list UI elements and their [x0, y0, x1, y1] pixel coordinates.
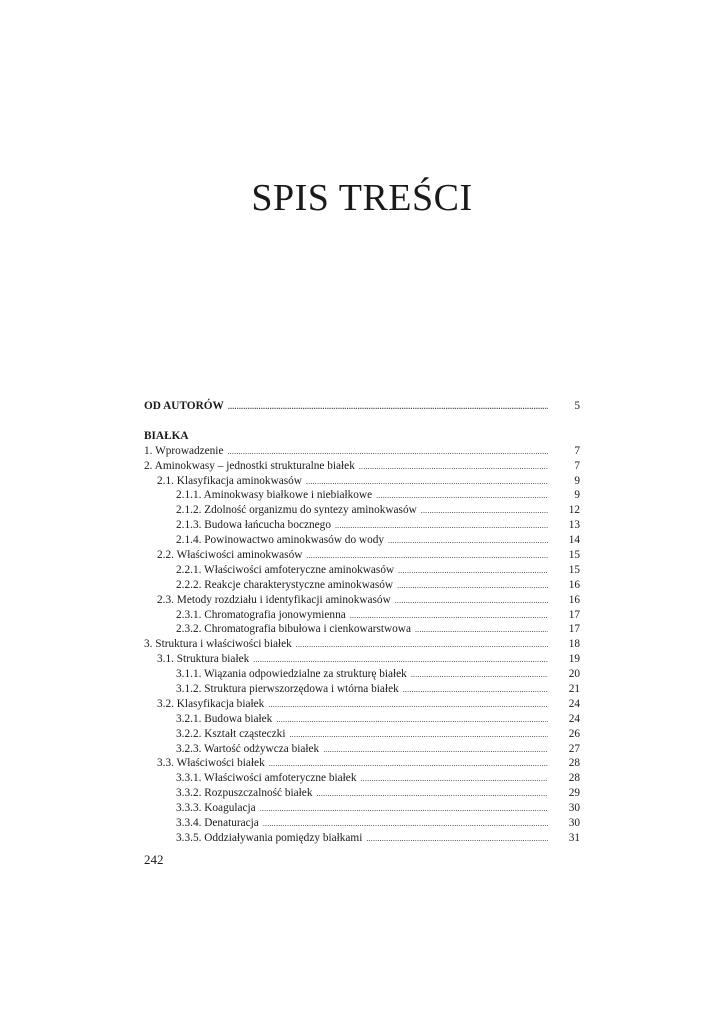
toc-entry-label: 3.3. Właściwości białek [157, 757, 265, 770]
toc-entry [144, 771, 580, 786]
toc-entry-label: 3.3.2. Rozpuszczalność białek [176, 787, 313, 800]
dot-leader [228, 400, 548, 415]
toc-entry [144, 652, 580, 667]
dot-leader [395, 594, 548, 609]
toc-entry-page: 17 [568, 608, 580, 621]
dot-leader [260, 802, 548, 817]
toc-entry [144, 831, 580, 846]
toc-entry-preface [144, 399, 580, 414]
toc-entry-page: 17 [568, 623, 580, 636]
toc-entry-label: 2.1.4. Powinowactwo aminokwasów do wody [176, 534, 385, 547]
toc-entry-page: 19 [568, 653, 580, 666]
dot-leader [306, 549, 548, 564]
toc-entry-page: 30 [568, 802, 580, 815]
toc-entry-label: 3. Struktura i właściwości białek [144, 638, 292, 651]
toc-entry-page: 7 [574, 459, 580, 472]
spacer [144, 414, 580, 429]
toc-entry-page: 20 [568, 668, 580, 681]
toc-entry [144, 444, 580, 459]
toc-entry [144, 682, 580, 697]
toc-entry-label: OD AUTORÓW [144, 400, 224, 412]
toc-entry-page: 27 [568, 742, 580, 755]
dot-leader [388, 534, 548, 549]
toc-entry-label: 3.1.2. Struktura pierwszorzędowa i wtórna białek [176, 683, 399, 696]
toc-entry-label: 2.1. Klasyfikacja aminokwasów [157, 474, 302, 487]
toc-entry [144, 667, 580, 682]
dot-leader [398, 564, 548, 579]
toc-entry [144, 474, 580, 489]
toc-entry-label: 1. Wprowadzenie [144, 444, 224, 457]
dot-leader [397, 579, 548, 594]
toc-entry-page: 12 [568, 504, 580, 517]
dot-leader [335, 519, 548, 534]
toc-entry [144, 801, 580, 816]
toc-entry [144, 593, 580, 608]
dot-leader [366, 832, 548, 847]
dot-leader [316, 787, 548, 802]
toc-entry [144, 712, 580, 727]
toc-entry-page: 28 [568, 757, 580, 770]
toc-entry-page: 9 [574, 489, 580, 502]
toc-entries [144, 444, 580, 846]
dot-leader [289, 728, 548, 743]
toc-entry-label: 3.3.4. Denaturacja [176, 817, 259, 830]
toc-entry [144, 622, 580, 637]
toc-entry-page: 14 [568, 534, 580, 547]
toc-entry-page: 31 [568, 831, 580, 844]
dot-leader [268, 698, 548, 713]
section-heading: BIAŁKA [144, 429, 189, 442]
toc-entry-page: 24 [568, 697, 580, 710]
toc-entry-label: 2.2.1. Właściwości amfoteryczne aminokwasów [176, 563, 395, 576]
toc-entry-label: 2.3.1. Chromatografia jonowymienna [176, 608, 346, 621]
toc-entry-label: 3.1. Struktura białek [157, 653, 250, 666]
toc-entry-page: 15 [568, 563, 580, 576]
toc-entry-page: 5 [574, 400, 580, 412]
toc-entry-page: 30 [568, 817, 580, 830]
dot-leader [403, 683, 548, 698]
toc-entry [144, 697, 580, 712]
toc-entry-page: 13 [568, 519, 580, 532]
toc-entry-label: 3.3.5. Oddziaływania pomiędzy białkami [176, 831, 363, 844]
dot-leader [306, 475, 548, 490]
toc-entry-label: 3.3.1. Właściwości amfoteryczne białek [176, 772, 357, 785]
toc-entry [144, 548, 580, 563]
toc-entry-label: 3.2.2. Kształt cząsteczki [176, 727, 286, 740]
toc-entry-label: 2.1.1. Aminokwasy białkowe i niebiałkowe [176, 489, 373, 502]
toc-entry [144, 816, 580, 831]
toc-entry [144, 608, 580, 623]
toc-entry [144, 578, 580, 593]
toc-entry-page: 9 [574, 474, 580, 487]
toc-entry-page: 16 [568, 593, 580, 606]
toc-entry-page: 28 [568, 772, 580, 785]
dot-leader [263, 817, 548, 832]
dot-leader [376, 489, 548, 504]
toc-entry [144, 563, 580, 578]
toc-entry [144, 488, 580, 503]
dot-leader [411, 668, 548, 683]
toc-entry [144, 459, 580, 474]
toc-entry-page: 18 [568, 638, 580, 651]
dot-leader [323, 743, 548, 758]
table-of-contents [144, 399, 580, 846]
dot-leader [227, 445, 548, 460]
dot-leader [253, 653, 548, 668]
toc-entry-label: 2.3. Metody rozdziału i identyfikacji aminokwasów [157, 593, 391, 606]
dot-leader [360, 772, 548, 787]
toc-entry-label: 2.2. Właściwości aminokwasów [157, 549, 303, 562]
dot-leader [415, 623, 548, 638]
page-title: SPIS TREŚCI [251, 177, 473, 219]
dot-leader [359, 460, 548, 475]
toc-entry [144, 727, 580, 742]
toc-entry-page: 21 [568, 683, 580, 696]
toc-entry-label: 3.3.3. Koagulacja [176, 802, 256, 815]
toc-entry-label: 2.1.3. Budowa łańcucha bocznego [176, 519, 331, 532]
toc-entry-label: 3.2.3. Wartość odżywcza białek [176, 742, 320, 755]
toc-entry-page: 29 [568, 787, 580, 800]
toc-entry [144, 518, 580, 533]
toc-entry-page: 26 [568, 727, 580, 740]
toc-entry [144, 756, 580, 771]
toc-entry-label: 2.2.2. Reakcje charakterystyczne aminokwasów [176, 578, 394, 591]
toc-entry [144, 786, 580, 801]
page-number: 242 [144, 852, 164, 867]
toc-entry-page: 24 [568, 712, 580, 725]
dot-leader [421, 504, 548, 519]
toc-entry [144, 637, 580, 652]
toc-entry [144, 503, 580, 518]
toc-entry-label: 2. Aminokwasy – jednostki strukturalne białek [144, 459, 355, 472]
dot-leader [296, 638, 548, 653]
toc-entry-label: 3.2.1. Budowa białek [176, 712, 273, 725]
toc-entry-label: 2.3.2. Chromatografia bibułowa i cienkowarstwowa [176, 623, 411, 636]
toc-entry-page: 15 [568, 549, 580, 562]
toc-entry-page: 16 [568, 578, 580, 591]
toc-entry-label: 2.1.2. Zdolność organizmu do syntezy aminokwasów [176, 504, 417, 517]
dot-leader [276, 713, 548, 728]
toc-entry-label: 3.2. Klasyfikacja białek [157, 697, 265, 710]
toc-entry-label: 3.1.1. Wiązania odpowiedzialne za strukturę białek [176, 668, 407, 681]
dot-leader [269, 757, 548, 772]
toc-entry [144, 533, 580, 548]
dot-leader [350, 609, 548, 624]
toc-entry-page: 7 [574, 444, 580, 457]
toc-entry [144, 742, 580, 757]
